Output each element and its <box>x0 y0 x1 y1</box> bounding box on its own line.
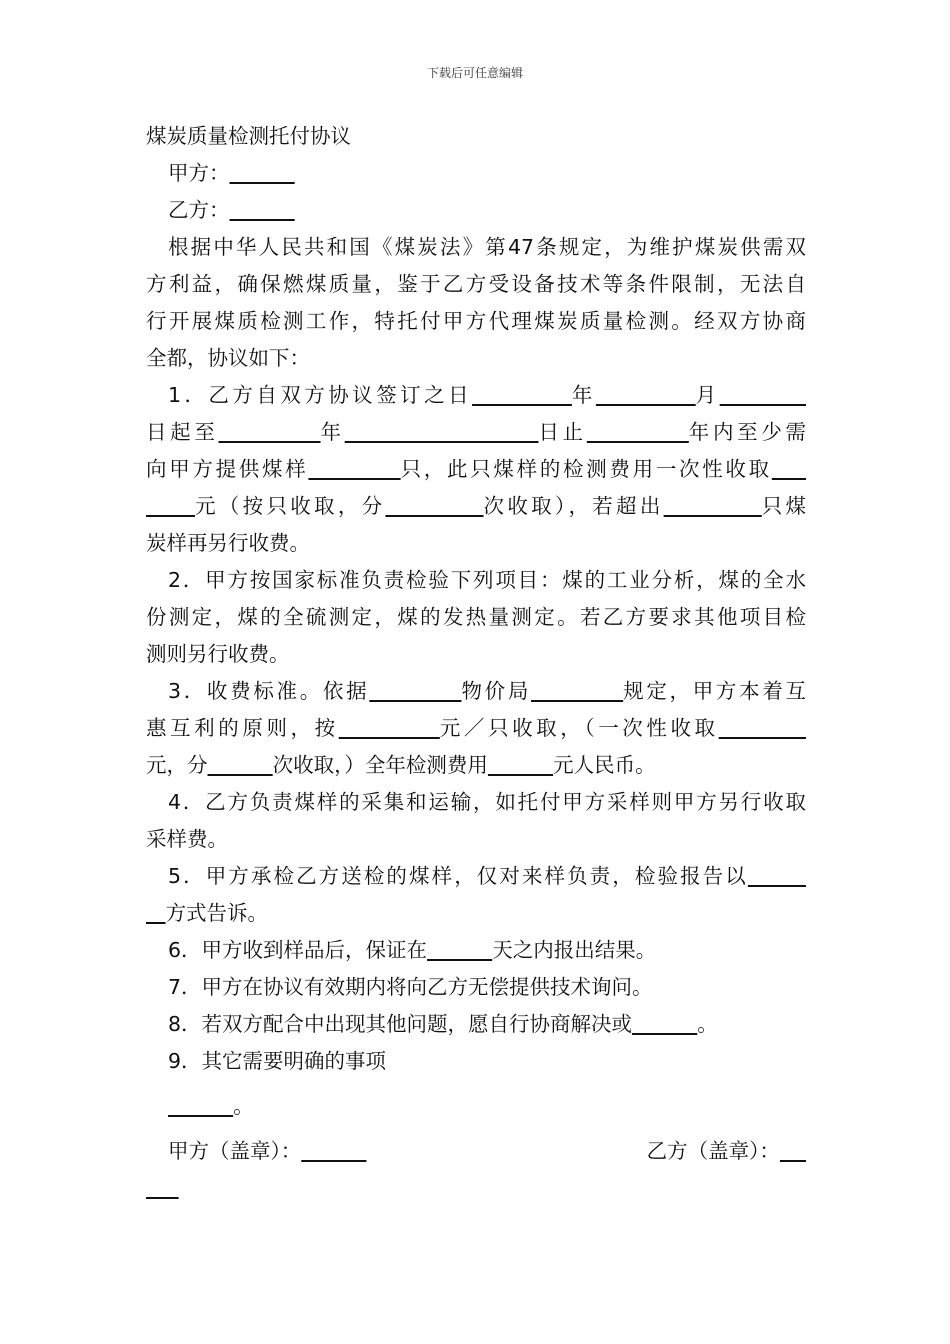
clause-3-text: 3．收费标准。依据 <box>168 679 370 703</box>
clause-1-text: 次收取），若超出 <box>483 494 664 518</box>
clause-3-text: 规定，甲方本着互 <box>623 679 807 703</box>
blank <box>168 1094 233 1118</box>
document-title: 煤炭质量检测托付协议 <box>146 124 351 148</box>
clause-1-text: 月 <box>695 383 720 407</box>
clause-1-text: 向甲方提供煤样 <box>146 457 309 481</box>
clause-1-text: 日止 <box>538 420 587 444</box>
blank <box>308 457 400 481</box>
clause-1-text: 年 <box>320 420 345 444</box>
clause-3-text: 元人民币。 <box>553 753 656 777</box>
clause-5-line-2 <box>146 895 806 932</box>
clause-3-line-1 <box>146 673 806 710</box>
blank <box>472 383 572 407</box>
clause-1-text: 元（按只收取，分 <box>195 494 386 518</box>
clause-1-text: 只煤 <box>761 494 807 518</box>
blank <box>780 1139 806 1163</box>
clause-1-text: 只，此只煤样的检测费用一次性收取 <box>400 457 772 481</box>
signature-b-label: 乙方（盖章）： <box>646 1139 780 1163</box>
intro-line-3: 行开展煤质检测工作，特托付甲方代理煤炭质量检测。经双方协商 <box>146 309 806 333</box>
clause-1-line-2 <box>146 414 806 451</box>
clause-9-blank-line <box>146 1088 806 1125</box>
clause-6-text: 6．甲方收到样品后，保证在 <box>168 938 428 962</box>
clause-1-line-3 <box>146 451 806 488</box>
blank <box>208 753 273 777</box>
clause-5-text: 方式告诉。 <box>165 901 269 925</box>
blank <box>345 420 539 444</box>
clause-5-line-1 <box>146 858 806 895</box>
blank <box>385 494 483 518</box>
clause-8-text: 8．若双方配合中出现其他问题，愿自行协商解决或 <box>168 1012 633 1036</box>
clause-1-line-5: 炭样再另行收费。 <box>146 531 310 555</box>
intro-line-1: 根据中华人民共和国《煤炭法》第47条规定，为维护煤炭供需双 <box>168 235 806 259</box>
clause-4-line-2: 采样费。 <box>146 827 228 851</box>
blank <box>146 1176 179 1200</box>
blank <box>339 716 440 740</box>
clause-3-text: 惠互利的原则，按 <box>146 716 339 740</box>
blank <box>772 457 806 481</box>
clause-5-text: 5．甲方承检乙方送检的煤样，仅对来样负责，检验报告以 <box>168 864 748 888</box>
blank <box>146 901 166 925</box>
clause-3-text: 元，分 <box>146 753 208 777</box>
clause-2-line-2: 份测定，煤的全硫测定，煤的发热量测定。若乙方要求其他项目检 <box>146 605 806 629</box>
clause-7: 7．甲方在协议有效期内将向乙方无偿提供技术询问。 <box>168 975 653 999</box>
clause-9-end: 。 <box>233 1094 254 1118</box>
blank <box>301 1139 366 1163</box>
clause-1-text: 年内至少需 <box>688 420 807 444</box>
party-b-label: 乙方： <box>168 198 230 222</box>
signature-row <box>146 1133 806 1170</box>
clause-3-line-3 <box>146 747 806 784</box>
blank <box>146 494 195 518</box>
clause-3-text: 次收取，）全年检测费用 <box>272 753 488 777</box>
clause-1-text: 日起至 <box>146 420 219 444</box>
blank <box>427 938 492 962</box>
blank <box>369 679 461 703</box>
clause-1-line-4 <box>146 488 806 525</box>
clause-3-line-2 <box>146 710 806 747</box>
blank <box>596 383 696 407</box>
clause-8 <box>146 1006 806 1043</box>
clause-4-line-1: 4．乙方负责煤样的采集和运输，如托付甲方采样则甲方另行收取 <box>168 790 806 814</box>
blank <box>719 716 806 740</box>
signature-b-blank-continued <box>146 1170 806 1207</box>
blank <box>748 864 806 888</box>
page-header: 下载后可任意编辑 <box>426 66 523 80</box>
blank <box>587 420 689 444</box>
document-body <box>146 118 806 1207</box>
blank <box>488 753 553 777</box>
clause-3-text: 物价局 <box>461 679 532 703</box>
clause-3-text: 元／只收取，（一次性收取 <box>439 716 719 740</box>
clause-1-text: 1．乙方自双方协议签订之日 <box>168 383 473 407</box>
signature-a-label: 甲方（盖章）： <box>168 1139 302 1163</box>
intro-line-2: 方利益，确保燃煤质量，鉴于乙方受设备技术等条件限制，无法自 <box>146 272 806 296</box>
party-a-line <box>146 155 806 192</box>
signature-b <box>647 1133 806 1170</box>
clause-1-text: 年 <box>571 383 596 407</box>
blank <box>632 1012 697 1036</box>
clause-1-line-1 <box>146 377 806 414</box>
clause-9: 9．其它需要明确的事项 <box>168 1049 387 1073</box>
blank <box>720 383 806 407</box>
intro-line-4: 全都，协议如下： <box>146 346 310 370</box>
clause-2-line-3: 测则另行收费。 <box>146 642 290 666</box>
clause-8-text: 。 <box>697 1012 718 1036</box>
clause-6 <box>146 932 806 969</box>
party-b-line <box>146 192 806 229</box>
party-b-blank <box>230 198 295 222</box>
clause-6-text: 天之内报出结果。 <box>492 938 657 962</box>
blank <box>531 679 623 703</box>
clause-2-line-1: 2．甲方按国家标准负责检验下列项目：煤的工业分析，煤的全水 <box>168 568 806 592</box>
party-a-label: 甲方： <box>168 161 230 185</box>
blank <box>219 420 321 444</box>
party-a-blank <box>230 161 295 185</box>
blank <box>664 494 762 518</box>
signature-a <box>168 1133 366 1170</box>
